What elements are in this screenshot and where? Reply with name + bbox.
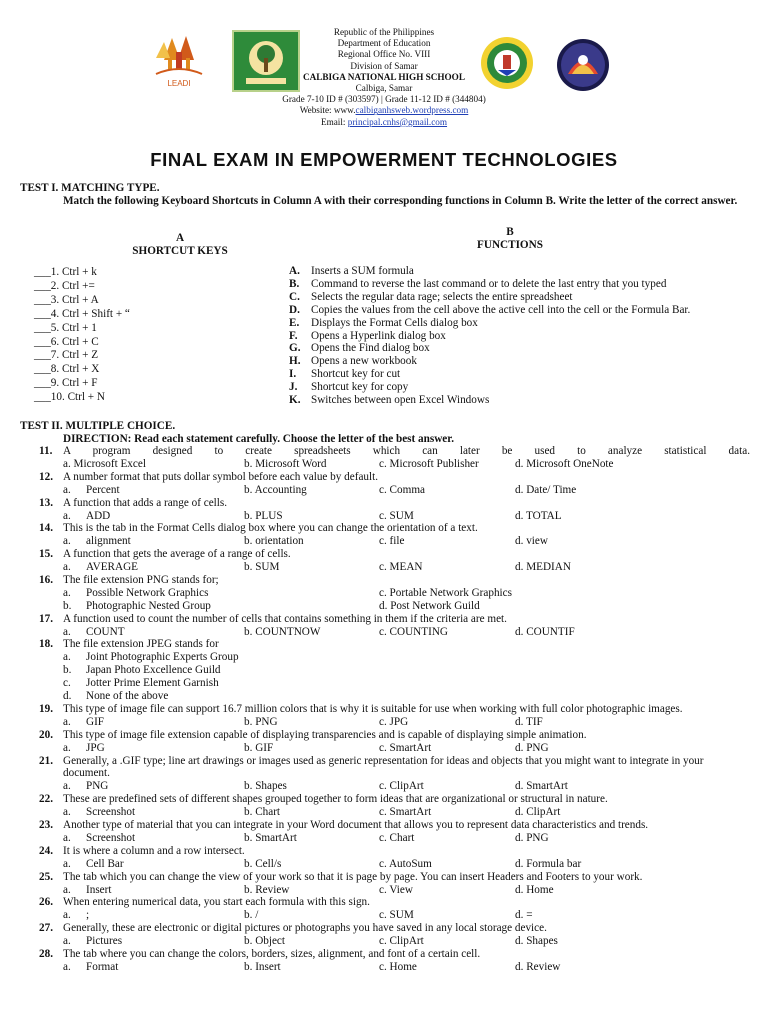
- school-name: CALBIGA NATIONAL HIGH SCHOOL: [303, 71, 465, 82]
- question-text: Generally, a .GIF type; line art drawings or images used as generic representation for ideas and objects that you might want to integrate in your document.: [63, 754, 704, 780]
- option-a: Percent: [86, 483, 120, 496]
- school-emblem-logo: [556, 38, 610, 92]
- question-22-options: [20, 806, 750, 819]
- question-28: [20, 948, 750, 961]
- question-16: [20, 574, 750, 587]
- leadi-logo: [150, 30, 208, 90]
- question-number: 17.: [39, 612, 53, 625]
- question-13: [20, 497, 750, 510]
- question-24-options: [20, 858, 750, 871]
- option-d: d. view: [515, 535, 548, 548]
- question-15: [20, 548, 750, 561]
- question-14-options: [20, 535, 750, 548]
- option-b: b. orientation: [244, 535, 304, 548]
- column-b-letter: B: [506, 226, 514, 238]
- shortcut-item: ___2. Ctrl +=: [34, 279, 95, 292]
- function-item: [289, 278, 690, 291]
- function-letter: F.: [289, 329, 298, 342]
- function-text: Command to reverse the last command or to delete the last entry that you typed: [311, 277, 667, 290]
- question-text: The file extension PNG stands for;: [63, 573, 219, 586]
- email-label: Email:: [320, 116, 348, 127]
- function-letter: G.: [289, 342, 301, 355]
- question-number: 11.: [39, 445, 53, 457]
- function-item: [289, 394, 690, 407]
- question-11-options: [20, 458, 750, 471]
- option-b: b. Review: [244, 883, 290, 896]
- question-28-options: [20, 961, 750, 974]
- question-20: [20, 729, 750, 742]
- test2-direction: DIRECTION: Read each statement carefully. Choose the letter of the best answer.: [63, 433, 454, 445]
- shortcut-item: ___3. Ctrl + A: [34, 293, 99, 306]
- option-a-letter: a.: [63, 561, 71, 574]
- option-d: d. =: [515, 909, 533, 922]
- question-text: This is the tab in the Format Cells dialog box where you can change the orientation of a text.: [63, 522, 478, 535]
- function-item: [289, 291, 690, 304]
- option-b: b. PNG: [244, 715, 278, 728]
- option-a: ;: [86, 909, 90, 922]
- question-25-options: [20, 884, 750, 897]
- website-line: [230, 105, 538, 116]
- email-line: [230, 117, 538, 128]
- option-a-letter: a.: [63, 651, 71, 664]
- option-d: d. COUNTIF: [515, 625, 575, 638]
- option-a-letter: a.: [63, 935, 71, 948]
- function-item: [289, 265, 690, 278]
- question-list: [20, 445, 750, 974]
- shortcut-item: ___4. Ctrl + Shift + “: [34, 307, 130, 320]
- option-d: d. MEDIAN: [515, 561, 571, 574]
- question-number: 15.: [39, 548, 53, 561]
- option-a: COUNT: [86, 625, 125, 638]
- option-c: c. JPG: [379, 715, 409, 728]
- function-text: Opens the Find dialog box: [311, 342, 430, 355]
- function-item: [289, 342, 690, 355]
- option-a: Screenshot: [86, 806, 136, 819]
- function-item: [289, 368, 690, 381]
- option-a: GIF: [86, 715, 105, 728]
- question-20-options: [20, 742, 750, 755]
- option-a-letter: a.: [63, 909, 71, 922]
- option-c: c. Comma: [379, 483, 425, 496]
- function-letter: D.: [289, 303, 300, 316]
- question-text: It is where a column and a row intersect.: [63, 844, 245, 857]
- option-d: None of the above: [86, 690, 169, 703]
- column-a-letter: A: [175, 232, 185, 244]
- function-text: Copies the values from the cell above the active cell into the cell or the Formula Bar.: [311, 303, 691, 316]
- option-a: Insert: [86, 883, 112, 896]
- question-21-options: [20, 780, 750, 793]
- option-b: b. PLUS: [244, 509, 283, 522]
- option-c: c. Portable Network Graphics: [379, 586, 512, 599]
- option-b: b. SmartArt: [244, 831, 297, 844]
- question-number: 20.: [39, 728, 53, 741]
- question-number: 24.: [39, 844, 53, 857]
- function-letter: J.: [289, 381, 298, 394]
- option-d: d. Microsoft OneNote: [515, 457, 614, 470]
- question-text: The tab which you can change the view of your work so that it is page by page. You can insert Headers and Footers to your work.: [63, 870, 643, 883]
- question-26-options: [20, 909, 750, 922]
- question-text: The tab where you can change the colors, borders, sizes, alignment, and font of a certain cell.: [63, 948, 481, 961]
- option-a-letter: a.: [63, 715, 71, 728]
- option-d: d. Post Network Guild: [379, 599, 480, 612]
- option-d: d. Home: [515, 883, 554, 896]
- option-b: Japan Photo Excellence Guild: [86, 664, 221, 677]
- question-23-options: [20, 832, 750, 845]
- question-24: [20, 845, 750, 858]
- option-a-letter: a.: [63, 831, 71, 844]
- question-number: 23.: [39, 819, 53, 832]
- shortcut-item: ___6. Ctrl + C: [34, 335, 99, 348]
- function-letter: A.: [289, 265, 300, 277]
- option-c: c. MEAN: [379, 561, 423, 574]
- question-12-options: [20, 484, 750, 497]
- function-letter: B.: [289, 277, 300, 290]
- question-26: [20, 896, 750, 909]
- option-b: Photographic Nested Group: [86, 599, 211, 612]
- option-a-letter: a.: [63, 509, 71, 522]
- test1-direction: Match the following Keyboard Shortcuts in Column A with their corresponding functions in Column B. Write the letter of the correct answer.: [63, 195, 738, 207]
- question-number: 26.: [39, 896, 53, 909]
- option-d-letter: d.: [63, 690, 72, 703]
- question-17-options: [20, 626, 750, 639]
- question-number: 16.: [39, 573, 53, 586]
- option-d: d. ClipArt: [515, 806, 561, 819]
- option-a-letter: a.: [63, 857, 71, 870]
- option-b: b. Shapes: [244, 780, 287, 793]
- option-b: b. SUM: [244, 561, 280, 574]
- option-a: Possible Network Graphics: [86, 586, 209, 599]
- question-number: 27.: [39, 922, 53, 935]
- shortcut-list: [34, 266, 130, 405]
- function-letter: H.: [289, 355, 301, 368]
- function-list: [289, 265, 690, 407]
- question-16-options-row1: [20, 587, 750, 600]
- question-number: 28.: [39, 948, 53, 961]
- option-a: Pictures: [86, 935, 123, 948]
- question-text: The file extension JPEG stands for: [63, 638, 219, 651]
- option-a: alignment: [86, 535, 131, 548]
- function-item: [289, 304, 690, 317]
- shortcut-item: ___8. Ctrl + X: [34, 363, 100, 376]
- option-d: d. Shapes: [515, 935, 558, 948]
- option-b: b. GIF: [244, 741, 274, 754]
- letterhead: [230, 27, 538, 128]
- option-c-letter: c.: [63, 677, 71, 690]
- option-c: c. ClipArt: [379, 935, 424, 948]
- option-c: c. SmartArt: [379, 741, 432, 754]
- option-b: b. Chart: [244, 806, 281, 819]
- option-b-letter: b.: [63, 664, 72, 677]
- question-25: [20, 871, 750, 884]
- question-18: [20, 638, 750, 651]
- option-a-letter: a.: [63, 586, 71, 599]
- question-11: [20, 445, 750, 458]
- column-a-header: [120, 232, 240, 258]
- function-text: Shortcut key for cut: [311, 368, 401, 381]
- question-text: A number format that puts dollar symbol before each value by default.: [63, 470, 379, 483]
- option-b: b. Insert: [244, 960, 281, 973]
- question-number: 13.: [39, 496, 53, 509]
- function-text: Inserts a SUM formula: [311, 265, 414, 277]
- question-text: When entering numerical data, you start each formula with this sign.: [63, 896, 370, 909]
- question-12: [20, 471, 750, 484]
- function-text: Displays the Format Cells dialog box: [311, 316, 478, 329]
- option-a-letter: a.: [63, 780, 71, 793]
- function-item: [289, 317, 690, 330]
- option-c: c. SmartArt: [379, 806, 432, 819]
- question-15-options: [20, 561, 750, 574]
- option-b: b. /: [244, 909, 259, 922]
- question-number: 21.: [39, 754, 53, 767]
- question-text: A function that adds a range of cells.: [63, 496, 228, 509]
- test1-heading: TEST I. MATCHING TYPE.: [20, 182, 160, 194]
- website-link[interactable]: calbiganhsweb.wordpress.com: [355, 105, 469, 116]
- question-number: 14.: [39, 522, 53, 535]
- option-a: AVERAGE: [86, 561, 139, 574]
- option-b: b. Microsoft Word: [244, 457, 327, 470]
- school-ids: Grade 7-10 ID # (303597) | Grade 11-12 ID # (344804): [282, 94, 486, 105]
- question-18-option-a: [20, 651, 750, 664]
- function-item: [289, 355, 690, 368]
- exam-title: FINAL EXAM IN EMPOWERMENT TECHNOLOGIES: [150, 149, 618, 170]
- shortcut-item: ___10. Ctrl + N: [34, 391, 105, 404]
- shortcut-item: ___7. Ctrl + Z: [34, 349, 99, 362]
- question-text: A function used to count the number of cells that contains something in them if the criteria are met.: [63, 612, 507, 625]
- option-c: c. Microsoft Publisher: [379, 457, 479, 470]
- option-c: c. Home: [379, 960, 417, 973]
- question-16-options-row2: [20, 600, 750, 613]
- question-number: 18.: [39, 638, 53, 651]
- option-d: d. PNG: [515, 741, 549, 754]
- function-letter: I.: [289, 368, 297, 381]
- option-d: d. TOTAL: [515, 509, 562, 522]
- option-c: c. file: [379, 535, 405, 548]
- column-b-title: FUNCTIONS: [477, 239, 543, 251]
- region-line: Regional Office No. VIII: [337, 49, 431, 60]
- question-number: 12.: [39, 470, 53, 483]
- option-b: b. Object: [244, 935, 286, 948]
- department-line: Department of Education: [337, 38, 431, 49]
- question-22: [20, 793, 750, 806]
- option-b-letter: b.: [63, 599, 72, 612]
- school-address: Calbiga, Samar: [355, 83, 413, 94]
- option-d: d. Review: [515, 960, 561, 973]
- question-text: These are predefined sets of different shapes grouped together to form ideas that are organizational or structural in nature.: [63, 793, 608, 806]
- function-letter: E.: [289, 316, 300, 329]
- option-a-letter: a.: [63, 883, 71, 896]
- option-a: Cell Bar: [86, 857, 124, 870]
- question-14: [20, 522, 750, 535]
- option-b: b. COUNTNOW: [244, 625, 321, 638]
- question-number: 19.: [39, 702, 53, 715]
- option-a-letter: a.: [63, 625, 71, 638]
- option-a-letter: a.: [63, 535, 71, 548]
- question-text: Generally, these are electronic or digital pictures or photographs you have saved in any local storage device.: [63, 922, 547, 935]
- option-a-letter: a.: [63, 741, 71, 754]
- column-b-header: [455, 226, 565, 252]
- test2-heading: TEST II. MULTIPLE CHOICE.: [20, 420, 176, 432]
- question-text: A function that gets the average of a range of cells.: [63, 548, 291, 561]
- option-a-letter: a.: [63, 960, 71, 973]
- column-a-title: SHORTCUT KEYS: [132, 245, 228, 257]
- option-b: b. Cell/s: [244, 857, 282, 870]
- shortcut-item: ___5. Ctrl + 1: [34, 321, 97, 334]
- email-link[interactable]: principal.cnhs@gmail.com: [347, 116, 448, 127]
- option-a-letter: a.: [63, 483, 71, 496]
- option-a: Screenshot: [86, 831, 136, 844]
- option-a: Joint Photographic Experts Group: [86, 651, 239, 664]
- function-item: [289, 381, 690, 394]
- question-17: [20, 613, 750, 626]
- option-d: d. Formula bar: [515, 857, 582, 870]
- option-a: PNG: [86, 780, 109, 793]
- option-d: d. PNG: [515, 831, 549, 844]
- function-text: Shortcut key for copy: [311, 381, 409, 394]
- option-c: c. SUM: [379, 909, 414, 922]
- option-c: c. View: [379, 883, 413, 896]
- question-18-option-b: [20, 664, 750, 677]
- question-23: [20, 819, 750, 832]
- option-c: c. AutoSum: [379, 857, 432, 870]
- option-d: d. Date/ Time: [515, 483, 577, 496]
- question-text: Another type of material that you can integrate in your Word document that allows you to represent data characteristics and trends.: [63, 819, 649, 832]
- republic-line: Republic of the Philippines: [333, 27, 435, 37]
- option-a-letter: a.: [63, 806, 71, 819]
- function-text: Switches between open Excel Windows: [311, 394, 490, 407]
- question-21: [20, 755, 750, 781]
- function-text: Selects the regular data rage; selects the entire spreadsheet: [311, 290, 573, 303]
- option-c: c. COUNTING: [379, 625, 448, 638]
- question-18-option-d: [20, 690, 750, 703]
- shortcut-item: ___9. Ctrl + F: [34, 377, 98, 390]
- option-b: b. Accounting: [244, 483, 307, 496]
- question-19: [20, 703, 750, 716]
- option-a: ADD: [86, 509, 111, 522]
- option-a: JPG: [86, 741, 105, 754]
- question-text: This type of image file can support 16.7 million colors that is why it is suitable for use when working with full color photographic images.: [63, 702, 683, 715]
- function-item: [289, 330, 690, 343]
- question-number: 25.: [39, 870, 53, 883]
- question-text: This type of image file extension capable of displaying transparencies and is capable of displaying simple animation.: [63, 728, 587, 741]
- option-c: c. Chart: [379, 831, 415, 844]
- option-d: d. SmartArt: [515, 780, 568, 793]
- question-13-options: [20, 510, 750, 523]
- option-a: Format: [86, 960, 119, 973]
- division-line: Division of Samar: [350, 60, 418, 71]
- website-label: Website: www.: [299, 105, 356, 116]
- question-18-option-c: [20, 677, 750, 690]
- shortcut-item: ___1. Ctrl + k: [34, 266, 97, 278]
- option-c: c. ClipArt: [379, 780, 424, 793]
- option-a: a. Microsoft Excel: [63, 457, 146, 470]
- question-number: 22.: [39, 793, 53, 806]
- function-letter: K.: [289, 394, 301, 407]
- svg-text:LEADI: LEADI: [167, 79, 191, 88]
- question-27-options: [20, 935, 750, 948]
- function-letter: C.: [289, 290, 300, 303]
- question-text: A program designed to create spreadsheets which can later be used to analyze statistical data.: [63, 445, 750, 457]
- option-c: c. SUM: [379, 509, 414, 522]
- question-27: [20, 922, 750, 935]
- option-c: Jotter Prime Element Garnish: [86, 677, 219, 690]
- function-text: Opens a Hyperlink dialog box: [311, 329, 446, 342]
- option-d: d. TIF: [515, 715, 543, 728]
- question-19-options: [20, 716, 750, 729]
- function-text: Opens a new workbook: [311, 355, 417, 368]
